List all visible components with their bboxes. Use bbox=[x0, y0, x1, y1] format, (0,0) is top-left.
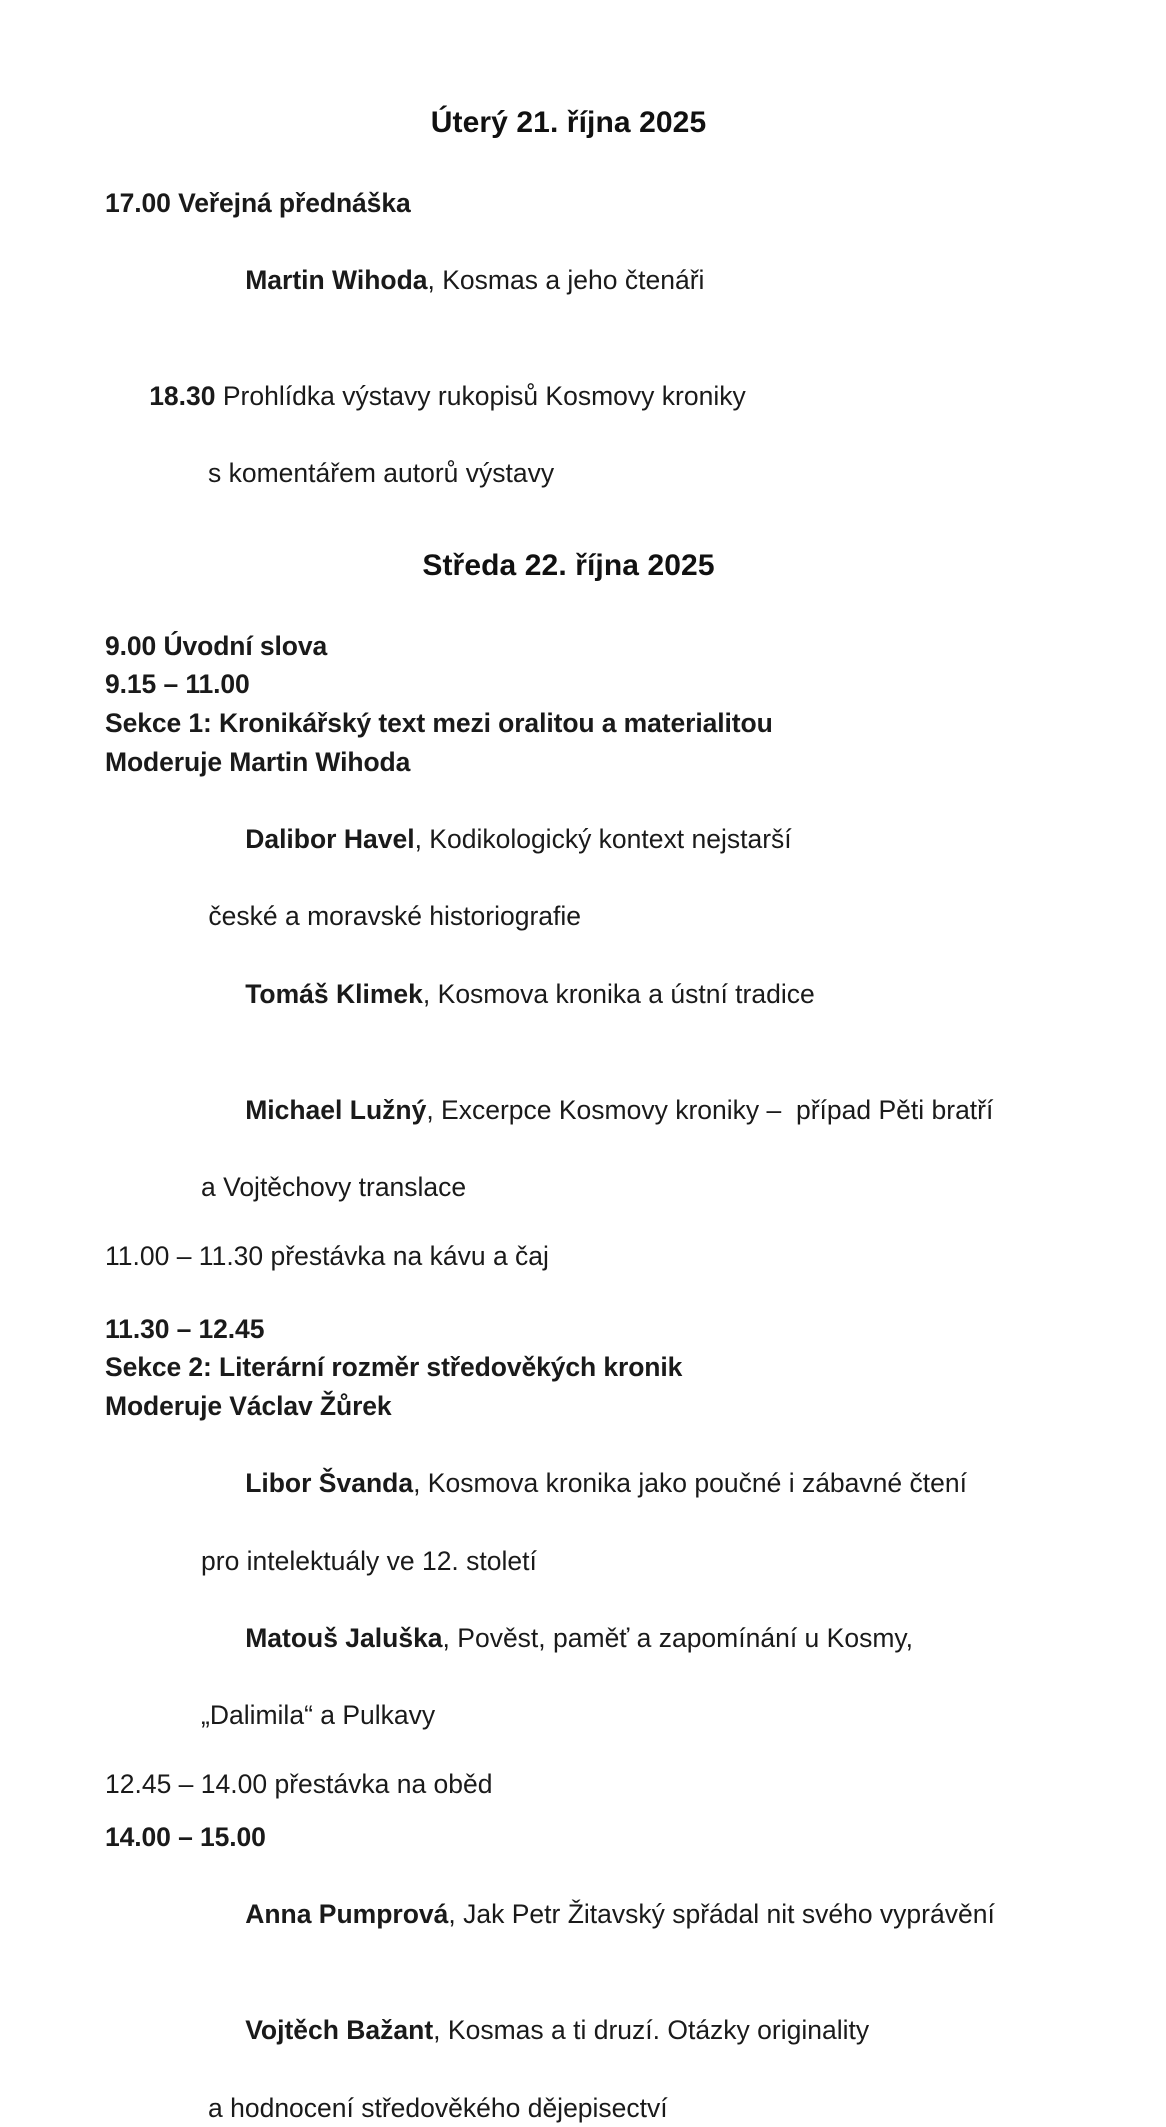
spacer bbox=[105, 1276, 1066, 1310]
moderator-section-2: Moderuje Václav Žůrek bbox=[105, 1387, 1066, 1426]
speaker-name: Michael Lužný bbox=[245, 1095, 426, 1125]
paper-tomas-klimek bbox=[105, 936, 1066, 1052]
spacer bbox=[105, 1804, 1066, 1818]
speaker-name: Tomáš Klimek bbox=[245, 979, 423, 1009]
day-2-entries bbox=[105, 627, 1066, 2127]
separator: , bbox=[448, 1899, 463, 1929]
continuation-line: a hodnocení středověkého dějepisectví bbox=[105, 2089, 1066, 2127]
session-time-1400-1500: 14.00 – 15.00 bbox=[105, 1818, 1066, 1857]
continuation-line: „Dalimila“ a Pulkavy bbox=[105, 1696, 1066, 1735]
item-time: 18.30 bbox=[149, 381, 215, 411]
speaker-name: Libor Švanda bbox=[245, 1468, 413, 1498]
session-time-1130-1245: 11.30 – 12.45 bbox=[105, 1310, 1066, 1349]
paper-title: Excerpce Kosmovy kroniky – případ Pěti bratří bbox=[441, 1095, 993, 1125]
separator: , bbox=[428, 265, 443, 295]
paper-anna-pumprova bbox=[105, 1856, 1066, 1972]
speaker-name: Vojtěch Bažant bbox=[245, 2015, 433, 2045]
session-title-1700: 17.00 Veřejná přednáška bbox=[105, 184, 1066, 223]
paper-dalibor-havel bbox=[105, 781, 1066, 897]
paper-matous-jaluska bbox=[105, 1580, 1066, 1696]
paper-title: Kosmas a ti druzí. Otázky originality bbox=[448, 2015, 869, 2045]
paper-title: Kosmova kronika a ústní tradice bbox=[438, 979, 815, 1009]
session-title-900: 9.00 Úvodní slova bbox=[105, 627, 1066, 666]
continuation-line: s komentářem autorů výstavy bbox=[105, 454, 1066, 493]
break-lunch: 12.45 – 14.00 přestávka na oběd bbox=[105, 1765, 1066, 1804]
spacer bbox=[105, 1207, 1066, 1237]
separator: , bbox=[426, 1095, 441, 1125]
paper-title: Kosmas a jeho čtenáři bbox=[442, 265, 704, 295]
paper-vojtech-bazant bbox=[105, 1973, 1066, 2089]
day-heading-1: Úterý 21. října 2025 bbox=[105, 104, 1066, 142]
paper-title: Pověst, paměť a zapomínání u Kosmy, bbox=[457, 1623, 913, 1653]
paper-title: Kodikologický kontext nejstarší bbox=[429, 824, 791, 854]
speaker-name: Martin Wihoda bbox=[245, 265, 427, 295]
timed-item-1830 bbox=[105, 338, 1066, 454]
section-title-1: Sekce 1: Kronikářský text mezi oralitou a materialitou bbox=[105, 704, 1066, 743]
moderator-section-1: Moderuje Martin Wihoda bbox=[105, 743, 1066, 782]
day-1-entries bbox=[105, 184, 1066, 494]
paper-martin-wihoda bbox=[105, 222, 1066, 338]
paper-libor-svanda bbox=[105, 1426, 1066, 1542]
item-text: Prohlídka výstavy rukopisů Kosmovy kroniky bbox=[216, 381, 746, 411]
continuation-line: a Vojtěchovy translace bbox=[105, 1168, 1066, 1207]
continuation-line: české a moravské historiografie bbox=[105, 897, 1066, 936]
paper-title: Jak Petr Žitavský spřádal nit svého vyprávění bbox=[463, 1899, 995, 1929]
separator: , bbox=[415, 824, 430, 854]
speaker-name: Anna Pumprová bbox=[245, 1899, 448, 1929]
separator: , bbox=[413, 1468, 428, 1498]
speaker-name: Matouš Jaluška bbox=[245, 1623, 442, 1653]
paper-title: Kosmova kronika jako poučné i zábavné čtení bbox=[428, 1468, 967, 1498]
separator: , bbox=[433, 2015, 448, 2045]
speaker-name: Dalibor Havel bbox=[245, 824, 414, 854]
paper-michael-luzny bbox=[105, 1052, 1066, 1168]
break-coffee: 11.00 – 11.30 přestávka na kávu a čaj bbox=[105, 1237, 1066, 1276]
session-time-915-1100: 9.15 – 11.00 bbox=[105, 665, 1066, 704]
section-title-2: Sekce 2: Literární rozměr středověkých kronik bbox=[105, 1348, 1066, 1387]
separator: , bbox=[443, 1623, 458, 1653]
separator: , bbox=[423, 979, 438, 1009]
spacer bbox=[105, 1735, 1066, 1765]
day-heading-2: Středa 22. října 2025 bbox=[105, 547, 1066, 585]
continuation-line: pro intelektuály ve 12. století bbox=[105, 1542, 1066, 1581]
